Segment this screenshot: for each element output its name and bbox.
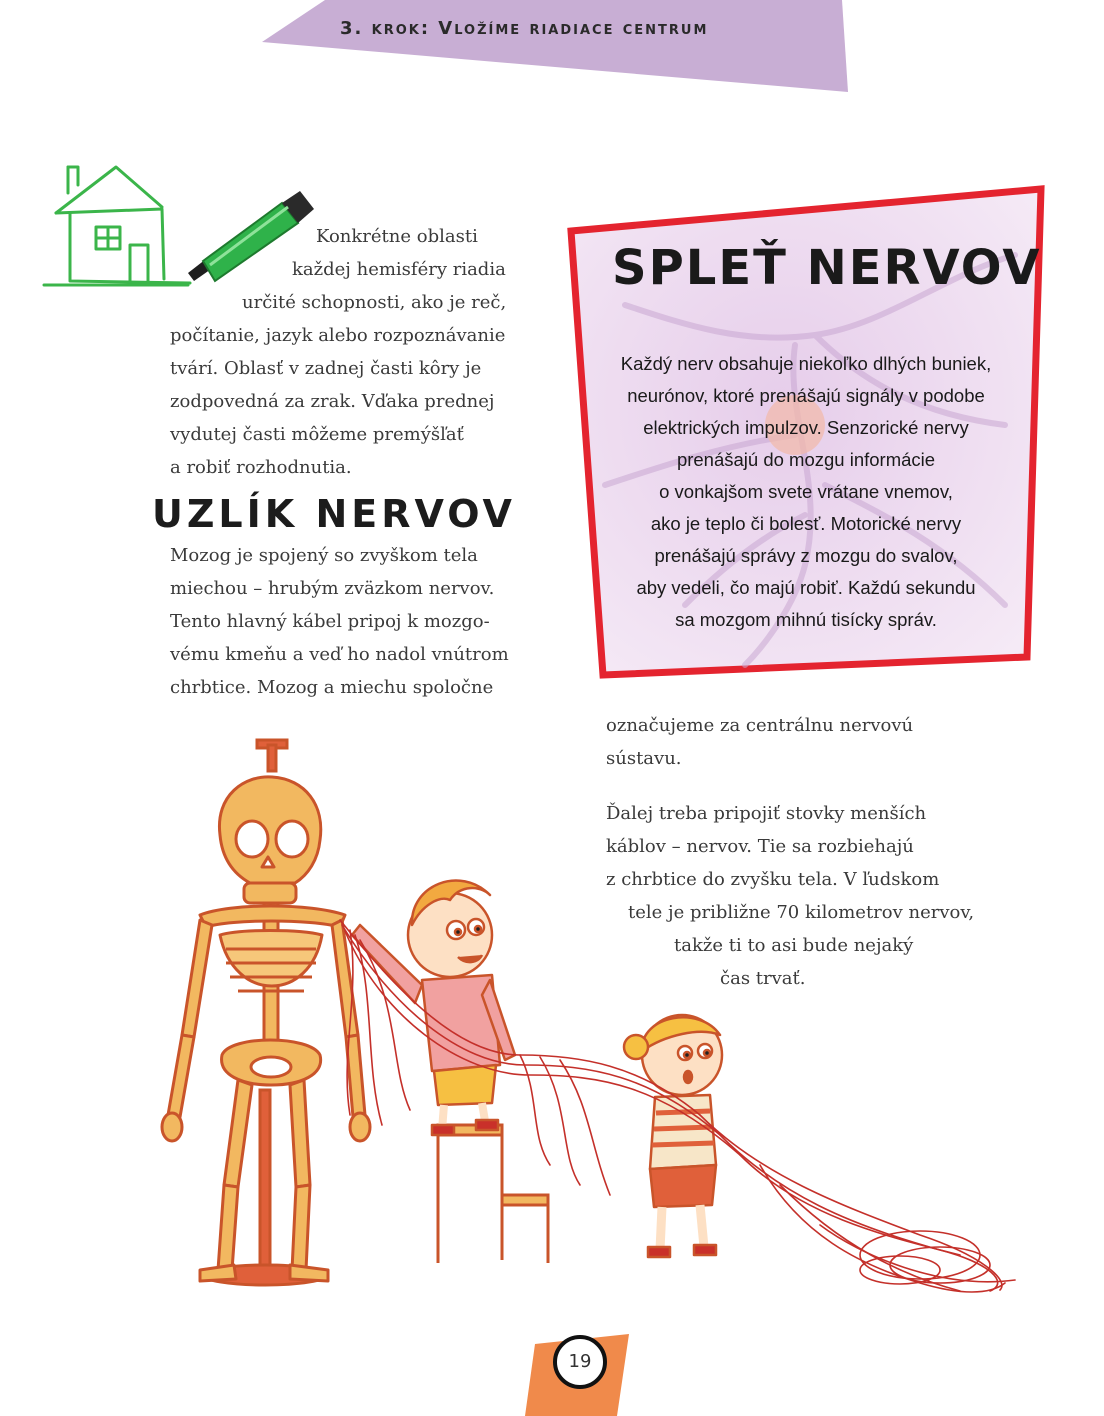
text-line: zodpovedná za zrak. Vďaka prednej <box>170 391 495 412</box>
text-line: počítanie, jazyk alebo rozpoznávanie <box>170 325 506 346</box>
section-paragraph <box>170 539 509 704</box>
text-line: určité schopnosti, ako je reč, <box>242 292 507 313</box>
section-heading: UZLÍK NERVOV <box>152 492 516 536</box>
text-line: ako je teplo či bolesť. Motorické nervy <box>650 513 962 534</box>
text-line: tvárí. Oblasť v zadnej časti kôry je <box>170 358 482 379</box>
text-line: prenášajú do mozgu informácie <box>676 449 936 470</box>
text-line: káblov – nervov. Tie sa rozbiehajú <box>606 836 914 857</box>
text-line: takže ti to asi bude nejaký <box>674 935 914 956</box>
text-line: neurónov, ktoré prenášajú signály v podobe <box>627 385 985 406</box>
text-line: sústavu. <box>606 748 682 769</box>
text-line: z chrbtice do zvyšku tela. V ľudskom <box>606 869 940 890</box>
text-line: a robiť rozhodnutia. <box>170 457 352 478</box>
skeleton-children-illustration <box>160 735 1030 1310</box>
text-line: vému kmeňu a veď ho nadol vnútrom <box>170 644 509 665</box>
page-number: 19 <box>553 1335 607 1389</box>
text-line: aby vedeli, čo majú robiť. Každú sekundu <box>636 577 976 598</box>
text-line: Konkrétne oblasti <box>316 226 478 247</box>
text-line: čas trvať. <box>720 968 806 989</box>
girl <box>624 1015 722 1257</box>
text-line: tele je približne 70 kilometrov nervov, <box>628 902 975 923</box>
text-line: elektrických impulzov. Senzorické nervy <box>643 417 969 438</box>
step-stool <box>438 1125 548 1263</box>
text-line: Každý nerv obsahuje niekoľko dlhých buniek, <box>620 353 992 374</box>
text-line: o vonkajšom svete vrátane vnemov, <box>659 481 953 502</box>
text-line: Mozog je spojený so zvyškom tela <box>170 545 478 566</box>
chapter-title: 3. krok: Vložíme riadiace centrum <box>340 18 709 39</box>
text-line: miechou – hrubým zväzkom nervov. <box>170 578 495 599</box>
text-line: každej hemisféry riadia <box>292 259 506 280</box>
text-line: označujeme za centrálnu nervovú <box>606 715 914 736</box>
text-line: Ďalej treba pripojiť stovky menších <box>606 803 927 824</box>
info-box-title: SPLEŤ NERVOV <box>612 240 1042 296</box>
intro-paragraph <box>170 220 506 484</box>
text-line: sa mozgom mihnú tisícky správ. <box>675 609 937 630</box>
text-line: Tento hlavný kábel pripoj k mozgo- <box>170 611 490 632</box>
info-box-text <box>600 348 1012 636</box>
text-line: vydutej časti môžeme premýšľať <box>170 424 464 445</box>
text-line: prenášajú správy z mozgu do svalov, <box>654 545 958 566</box>
chapter-banner <box>0 0 1104 100</box>
text-line: chrbtice. Mozog a miechu spoločne <box>170 677 494 698</box>
